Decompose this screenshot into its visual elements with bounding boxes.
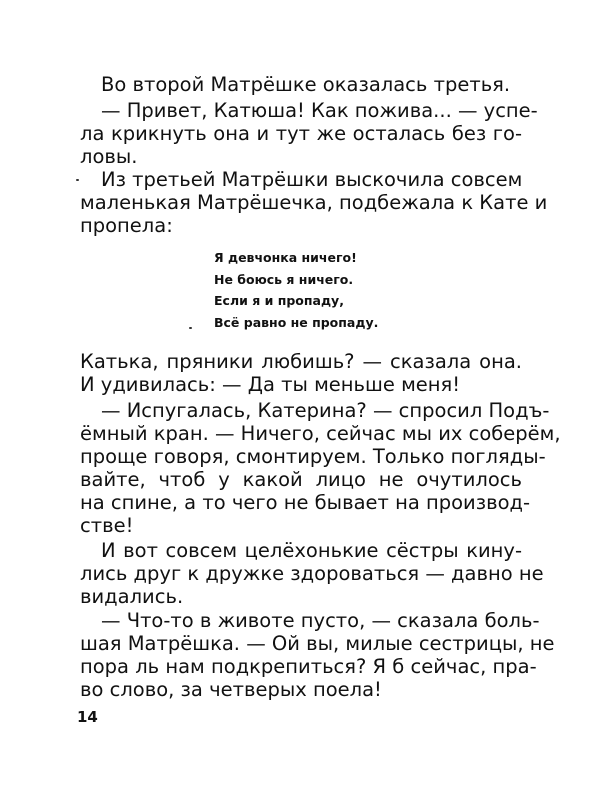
text-line: видались. — [80, 585, 184, 608]
verse-line: Не боюсь я ничего. — [214, 272, 354, 287]
text-line: пропела: — [80, 214, 173, 237]
verse-line: Если я и пропаду, — [214, 293, 344, 308]
text-line: во слово, за четверых поела! — [80, 678, 382, 701]
text-line: И удивилась: — Да ты меньше меня! — [80, 373, 461, 396]
text-line: Во второй Матрёшке оказалась третья. — [101, 73, 511, 96]
text-line: лись друг к дружке здороваться — давно не — [80, 562, 544, 585]
text-line: ёмный кран. — Ничего, сейчас мы их соберём, — [80, 422, 561, 445]
text-line: — Привет, Катюша! Как пожива... — успе- — [101, 99, 538, 122]
text-line: — Испугалась, Катерина? — спросил Подъ- — [101, 399, 550, 422]
verse-line: Я девчонка ничего! — [214, 250, 357, 265]
text-line: проще говоря, смонтируем. Только погляды- — [80, 445, 546, 468]
text-line: на спине, а то чего не бывает на производ- — [80, 491, 531, 514]
text-line: Катька, пряники любишь? — сказала она. — [80, 350, 522, 373]
page-number: 14 — [77, 708, 98, 726]
text-line: пора ль нам подкрепиться? Я б сейчас, пра- — [80, 655, 537, 678]
text-line: ла крикнуть она и тут же осталась без го- — [80, 122, 522, 145]
text-line: И вот совсем целёхонькие сёстры кину- — [101, 539, 522, 562]
text-line: — Что-то в животе пусто, — сказала боль- — [101, 609, 540, 632]
text-line: вайте, чтоб у какой лицо не очутилось — [80, 468, 522, 491]
print-speck — [189, 327, 192, 329]
verse-line: Всё равно не пропаду. — [214, 315, 379, 330]
text-line: Из третьей Матрёшки выскочила совсем — [101, 168, 523, 191]
text-line: шая Матрёшка. — Ой вы, милые сестрицы, не — [80, 632, 555, 655]
text-line: стве! — [80, 514, 134, 537]
text-line: маленькая Матрёшечка, подбежала к Кате и — [80, 191, 548, 214]
text-line: ловы. — [80, 145, 138, 168]
print-speck — [76, 179, 79, 181]
